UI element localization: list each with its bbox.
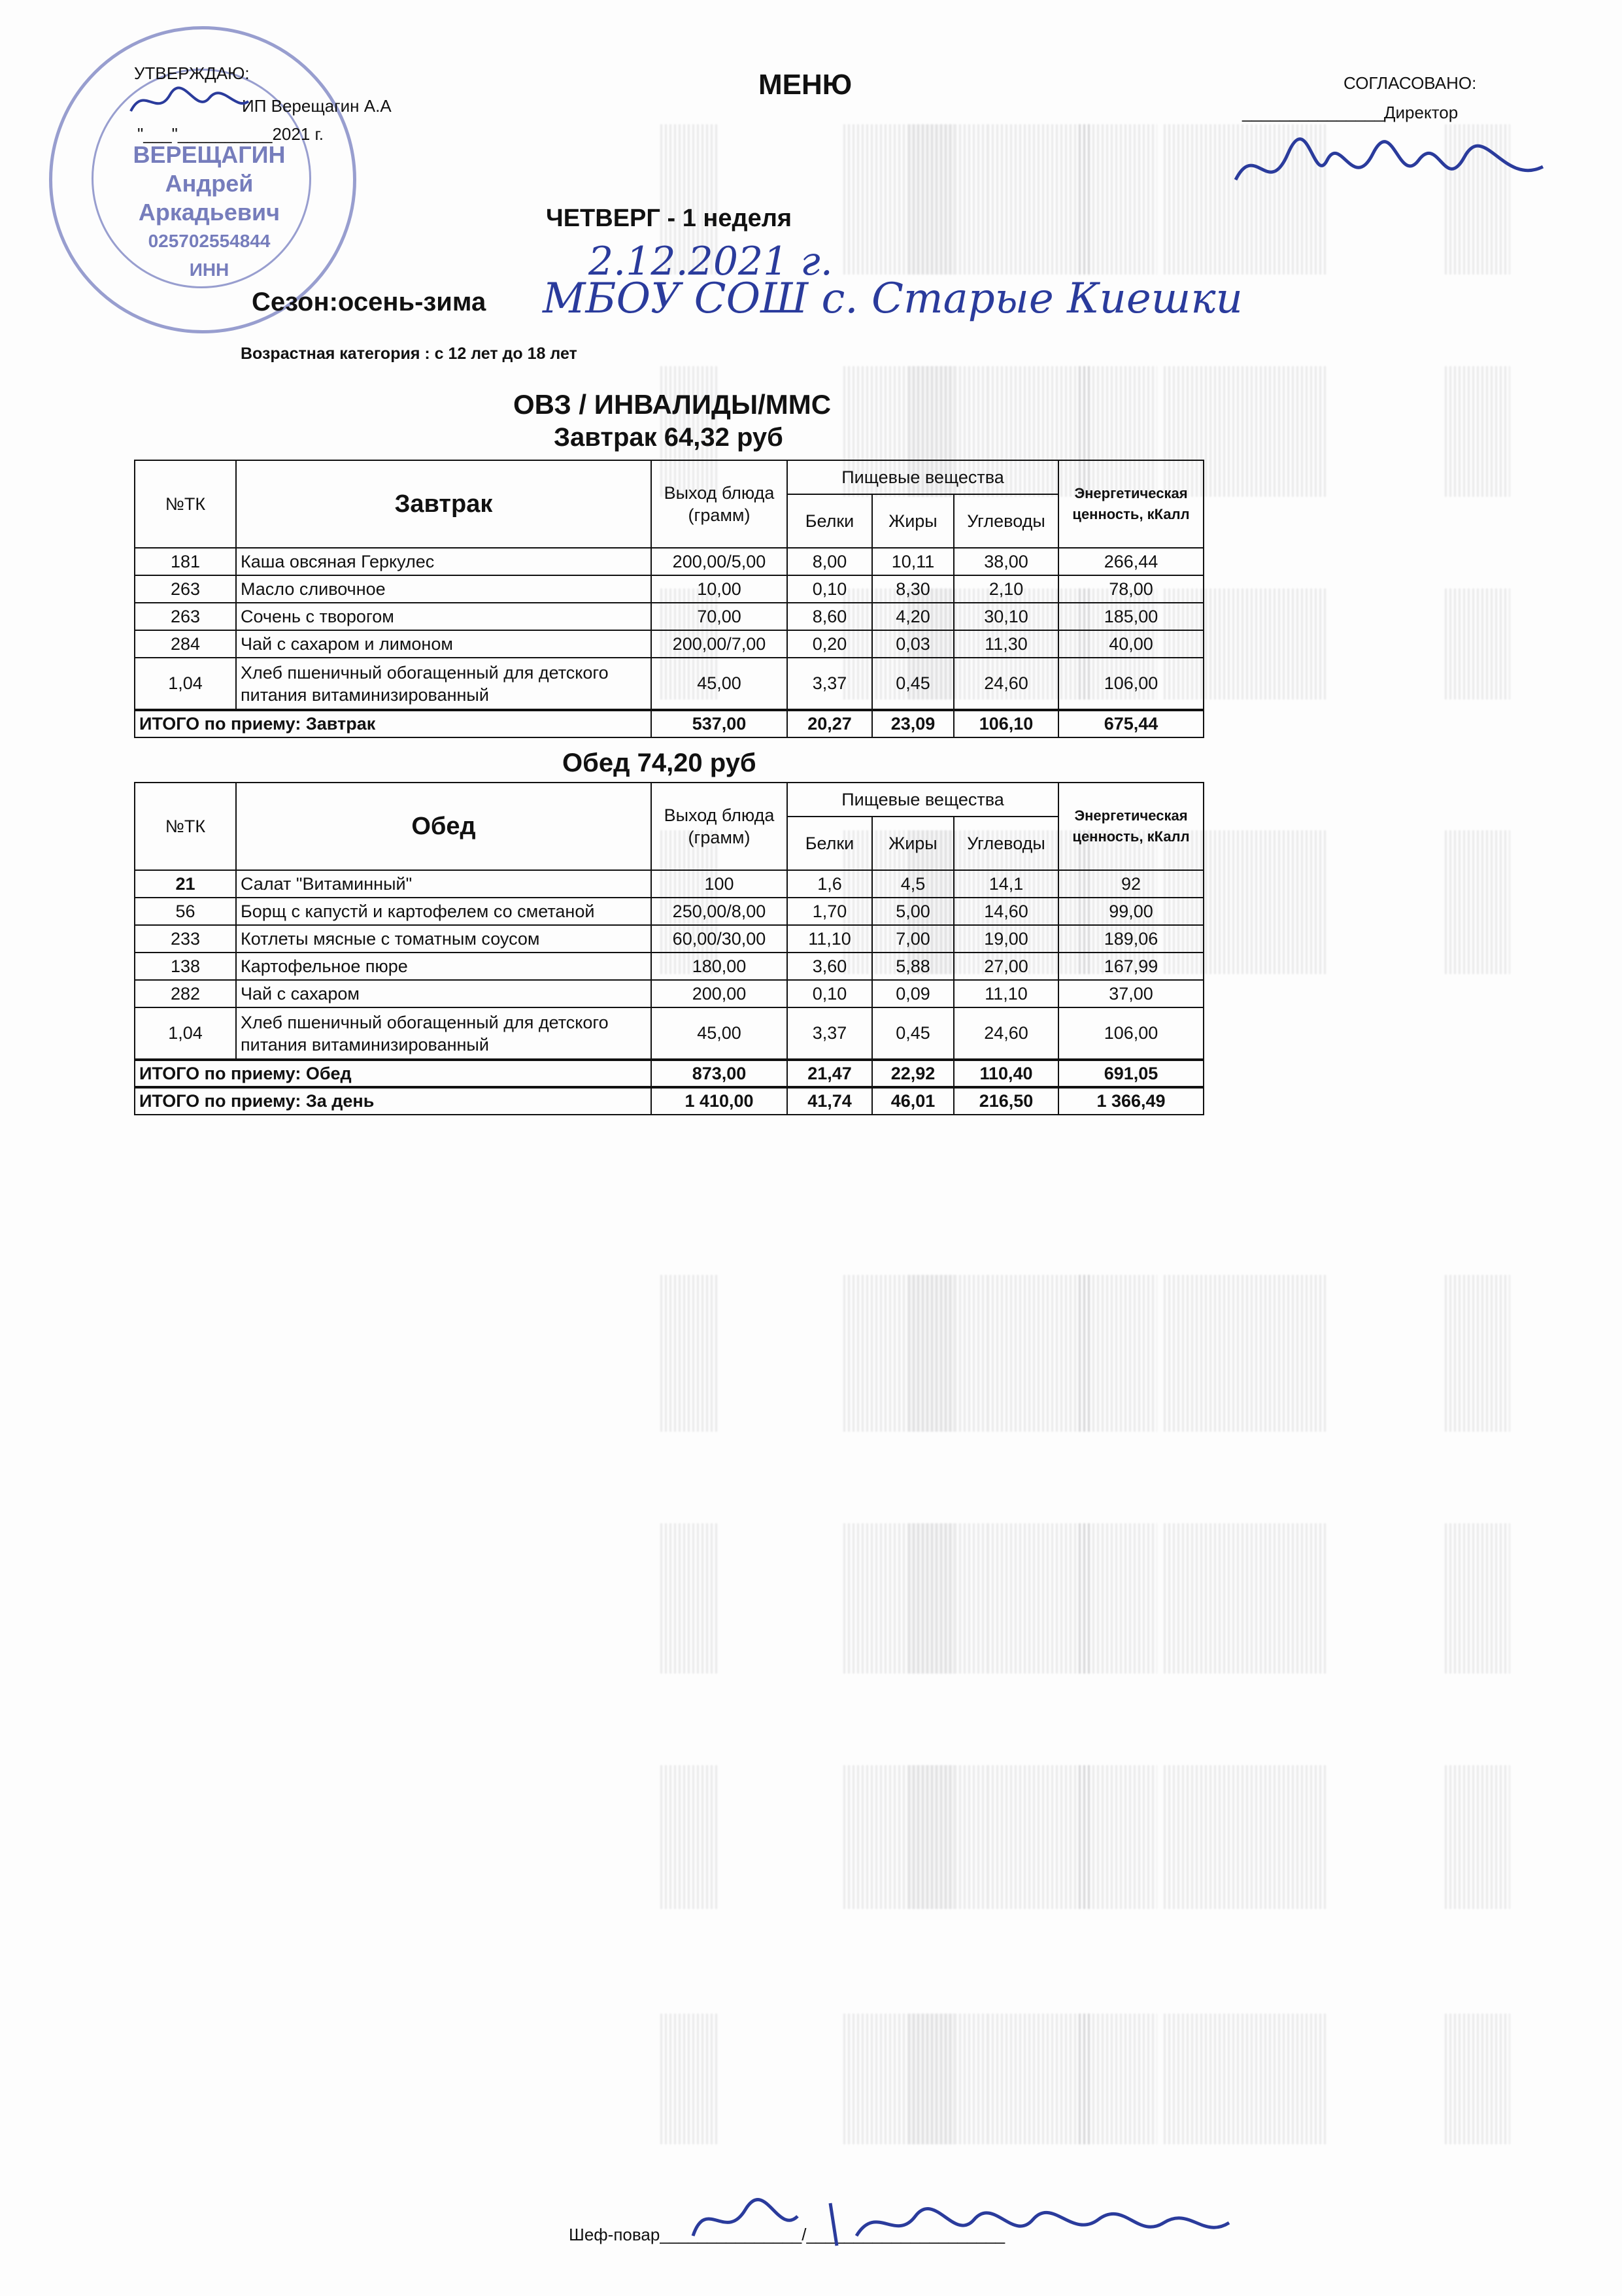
lunch-table [134,782,1204,1115]
cell-dish: Чай с сахаром и лимоном [236,630,651,658]
cell-fat: 5,00 [872,898,954,925]
breakfast-table [134,460,1204,738]
scan-streak [1445,1765,1510,1909]
cell-dish: Хлеб пшеничный обогащенный для детского питания витаминизированный [236,1007,651,1060]
table-row [135,980,1204,1007]
table-row [135,575,1204,603]
table-row [135,953,1204,980]
lunch-title: Обед 74,20 руб [562,749,756,777]
col-energy: Энергетическая ценность, кКалл [1058,460,1204,548]
cell-tk: 233 [135,925,236,953]
scan-streak [1164,1523,1255,1674]
scan-streak [909,124,987,275]
cell-protein: 3,37 [787,1007,872,1060]
cell-energy: 266,44 [1058,548,1204,575]
cell-dish: Хлеб пшеничный обогащенный для детского питания витаминизированный [236,658,651,710]
cell-fat: 10,11 [872,548,954,575]
cell-carbs: 14,60 [954,898,1058,925]
total-yield: 1 410,00 [651,1087,787,1115]
cell-protein: 8,60 [787,603,872,630]
scan-streak [987,124,1092,275]
cell-dish: Каша овсяная Геркулес [236,548,651,575]
cell-energy: 185,00 [1058,603,1204,630]
table-row [135,658,1204,710]
day-label: ЧЕТВЕРГ - 1 неделя [546,205,792,232]
scan-streak [660,1523,719,1674]
agreed-label: СОГЛАСОВАНО: [1343,73,1477,93]
scan-streak [1079,1765,1157,1909]
cell-protein: 1,70 [787,898,872,925]
cell-protein: 0,20 [787,630,872,658]
cell-tk: 138 [135,953,236,980]
scan-streak [1079,124,1157,275]
table-row [135,870,1204,898]
breakfast-title: Завтрак 64,32 руб [554,423,783,452]
total-energy: 691,05 [1058,1060,1204,1087]
total-energy: 1 366,49 [1058,1087,1204,1115]
scan-streak [909,1523,987,1674]
scan-streak [1255,1523,1327,1674]
total-carbs: 110,40 [954,1060,1058,1087]
cell-carbs: 19,00 [954,925,1058,953]
cell-yield: 200,00/5,00 [651,548,787,575]
cell-energy: 40,00 [1058,630,1204,658]
cell-fat: 4,20 [872,603,954,630]
col-meal: Завтрак [236,460,651,548]
col-fat: Жиры [872,817,954,870]
total-protein: 21,47 [787,1060,872,1087]
col-fat: Жиры [872,494,954,548]
scan-streak [1445,588,1510,700]
total-fat: 22,92 [872,1060,954,1087]
col-meal: Обед [236,783,651,870]
cell-carbs: 30,10 [954,603,1058,630]
cell-fat: 0,45 [872,1007,954,1060]
cell-yield: 45,00 [651,1007,787,1060]
cell-tk: 263 [135,603,236,630]
total-row [135,710,1204,737]
cell-carbs: 24,60 [954,658,1058,710]
scan-streak [1445,2014,1510,2144]
cell-energy: 106,00 [1058,1007,1204,1060]
cell-tk: 21 [135,870,236,898]
cell-yield: 60,00/30,00 [651,925,787,953]
stamp-line: Андрей [165,170,254,197]
col-yield: Выход блюда (грамм) [651,460,787,548]
total-label: ИТОГО по приему: Обед [135,1060,651,1087]
cell-protein: 8,00 [787,548,872,575]
scan-streak [1079,1523,1157,1674]
cell-tk: 282 [135,980,236,1007]
col-carbs: Углеводы [954,494,1058,548]
scan-streak [1255,588,1327,700]
cell-dish: Салат "Витаминный" [236,870,651,898]
handwritten-school: МБОУ СОШ с. Старые Киешки [543,275,1243,323]
cell-tk: 1,04 [135,658,236,710]
stamp-line: 025702554844 [148,231,271,251]
cell-fat: 0,09 [872,980,954,1007]
scan-streak [660,1765,719,1909]
scan-streak [909,2014,987,2144]
cell-carbs: 27,00 [954,953,1058,980]
scan-streak [1164,1765,1255,1909]
total-carbs: 216,50 [954,1087,1058,1115]
scan-streak [1445,366,1510,497]
stamp-line: ВЕРЕЩАГИН [133,141,286,168]
scan-streak [909,1275,987,1432]
cell-energy: 37,00 [1058,980,1204,1007]
col-tk: №ТК [135,460,236,548]
cell-yield: 100 [651,870,787,898]
col-tk: №ТК [135,783,236,870]
season-label: Сезон:осень-зима [252,288,486,316]
cell-tk: 1,04 [135,1007,236,1060]
cell-protein: 0,10 [787,575,872,603]
cell-carbs: 14,1 [954,870,1058,898]
col-carbs: Углеводы [954,817,1058,870]
cell-tk: 284 [135,630,236,658]
cell-energy: 106,00 [1058,658,1204,710]
col-protein: Белки [787,817,872,870]
cell-dish: Сочень с творогом [236,603,651,630]
cell-yield: 45,00 [651,658,787,710]
scan-streak [987,1275,1092,1432]
cell-energy: 92 [1058,870,1204,898]
cell-yield: 200,00 [651,980,787,1007]
cell-tk: 56 [135,898,236,925]
age-category: Возрастная категория : с 12 лет до 18 лет [241,345,577,363]
cell-yield: 250,00/8,00 [651,898,787,925]
cell-dish: Картофельное пюре [236,953,651,980]
cell-carbs: 24,60 [954,1007,1058,1060]
cell-protein: 1,6 [787,870,872,898]
cell-tk: 263 [135,575,236,603]
table-row [135,630,1204,658]
cell-fat: 0,03 [872,630,954,658]
total-carbs: 106,10 [954,710,1058,737]
col-nutrients: Пищевые вещества [787,783,1058,817]
col-yield: Выход блюда (грамм) [651,783,787,870]
table-row [135,925,1204,953]
cell-carbs: 2,10 [954,575,1058,603]
cell-fat: 4,5 [872,870,954,898]
scan-streak [1164,1275,1255,1432]
cell-tk: 181 [135,548,236,575]
cell-yield: 10,00 [651,575,787,603]
scan-streak [987,2014,1092,2144]
cell-energy: 78,00 [1058,575,1204,603]
cell-dish: Масло сливочное [236,575,651,603]
col-protein: Белки [787,494,872,548]
total-yield: 873,00 [651,1060,787,1087]
scan-streak [1255,366,1327,497]
scan-streak [1445,1275,1510,1432]
cell-carbs: 38,00 [954,548,1058,575]
scan-streak [1255,2014,1327,2144]
scan-streak [987,1765,1092,1909]
menu-title: МЕНЮ [758,69,853,101]
table-row [135,548,1204,575]
scan-streak [1445,830,1510,974]
total-row [135,1087,1204,1115]
total-fat: 23,09 [872,710,954,737]
cell-protein: 3,37 [787,658,872,710]
approve-label: УТВЕРЖДАЮ: [134,63,250,83]
cell-protein: 3,60 [787,953,872,980]
cell-yield: 70,00 [651,603,787,630]
scan-streak [987,1523,1092,1674]
agreed-role: _______________Директор [1242,103,1459,122]
col-nutrients: Пищевые вещества [787,460,1058,494]
cell-yield: 180,00 [651,953,787,980]
total-protein: 41,74 [787,1087,872,1115]
stamp-line: Аркадьевич [138,199,280,226]
group-title: ОВЗ / ИНВАЛИДЫ/ММС [513,389,832,420]
cell-yield: 200,00/7,00 [651,630,787,658]
director-signature [1229,127,1556,206]
cell-energy: 167,99 [1058,953,1204,980]
cell-fat: 5,88 [872,953,954,980]
total-protein: 20,27 [787,710,872,737]
scan-streak [1255,830,1327,974]
scan-streak [1079,2014,1157,2144]
total-fat: 46,01 [872,1087,954,1115]
approve-date: "___"__________2021 г. [137,124,324,144]
cell-dish: Котлеты мясные с томатным соусом [236,925,651,953]
stamp-line: ИНН [189,260,229,280]
scan-streak [1445,1523,1510,1674]
scan-streak [1255,1765,1327,1909]
scan-streak [1079,1275,1157,1432]
table-row [135,1007,1204,1060]
cell-protein: 0,10 [787,980,872,1007]
table-row [135,898,1204,925]
col-energy: Энергетическая ценность, кКалл [1058,783,1204,870]
approve-signature [124,78,255,124]
approve-person: ИП Верещагин А.А [242,96,392,116]
cell-fat: 7,00 [872,925,954,953]
cell-fat: 0,45 [872,658,954,710]
table-row [135,603,1204,630]
total-yield: 537,00 [651,710,787,737]
stamp-text [124,141,294,284]
chef-label: Шеф-повар_______________/_____________________ [569,2225,1005,2244]
cell-protein: 11,10 [787,925,872,953]
total-energy: 675,44 [1058,710,1204,737]
scan-streak [660,1275,719,1432]
total-label: ИТОГО по приему: Завтрак [135,710,651,737]
handwritten-date: 2.12.2021 г. [588,239,833,284]
cell-carbs: 11,10 [954,980,1058,1007]
chef-signature [680,2184,1242,2255]
total-label: ИТОГО по приему: За день [135,1087,651,1115]
cell-fat: 8,30 [872,575,954,603]
cell-energy: 189,06 [1058,925,1204,953]
scan-streak [1255,1275,1327,1432]
scan-streak [1164,2014,1255,2144]
total-row [135,1060,1204,1087]
cell-energy: 99,00 [1058,898,1204,925]
cell-dish: Чай с сахаром [236,980,651,1007]
cell-dish: Борщ с капустй и картофелем со сметаной [236,898,651,925]
cell-carbs: 11,30 [954,630,1058,658]
scan-streak [909,1765,987,1909]
scan-streak [660,2014,719,2144]
